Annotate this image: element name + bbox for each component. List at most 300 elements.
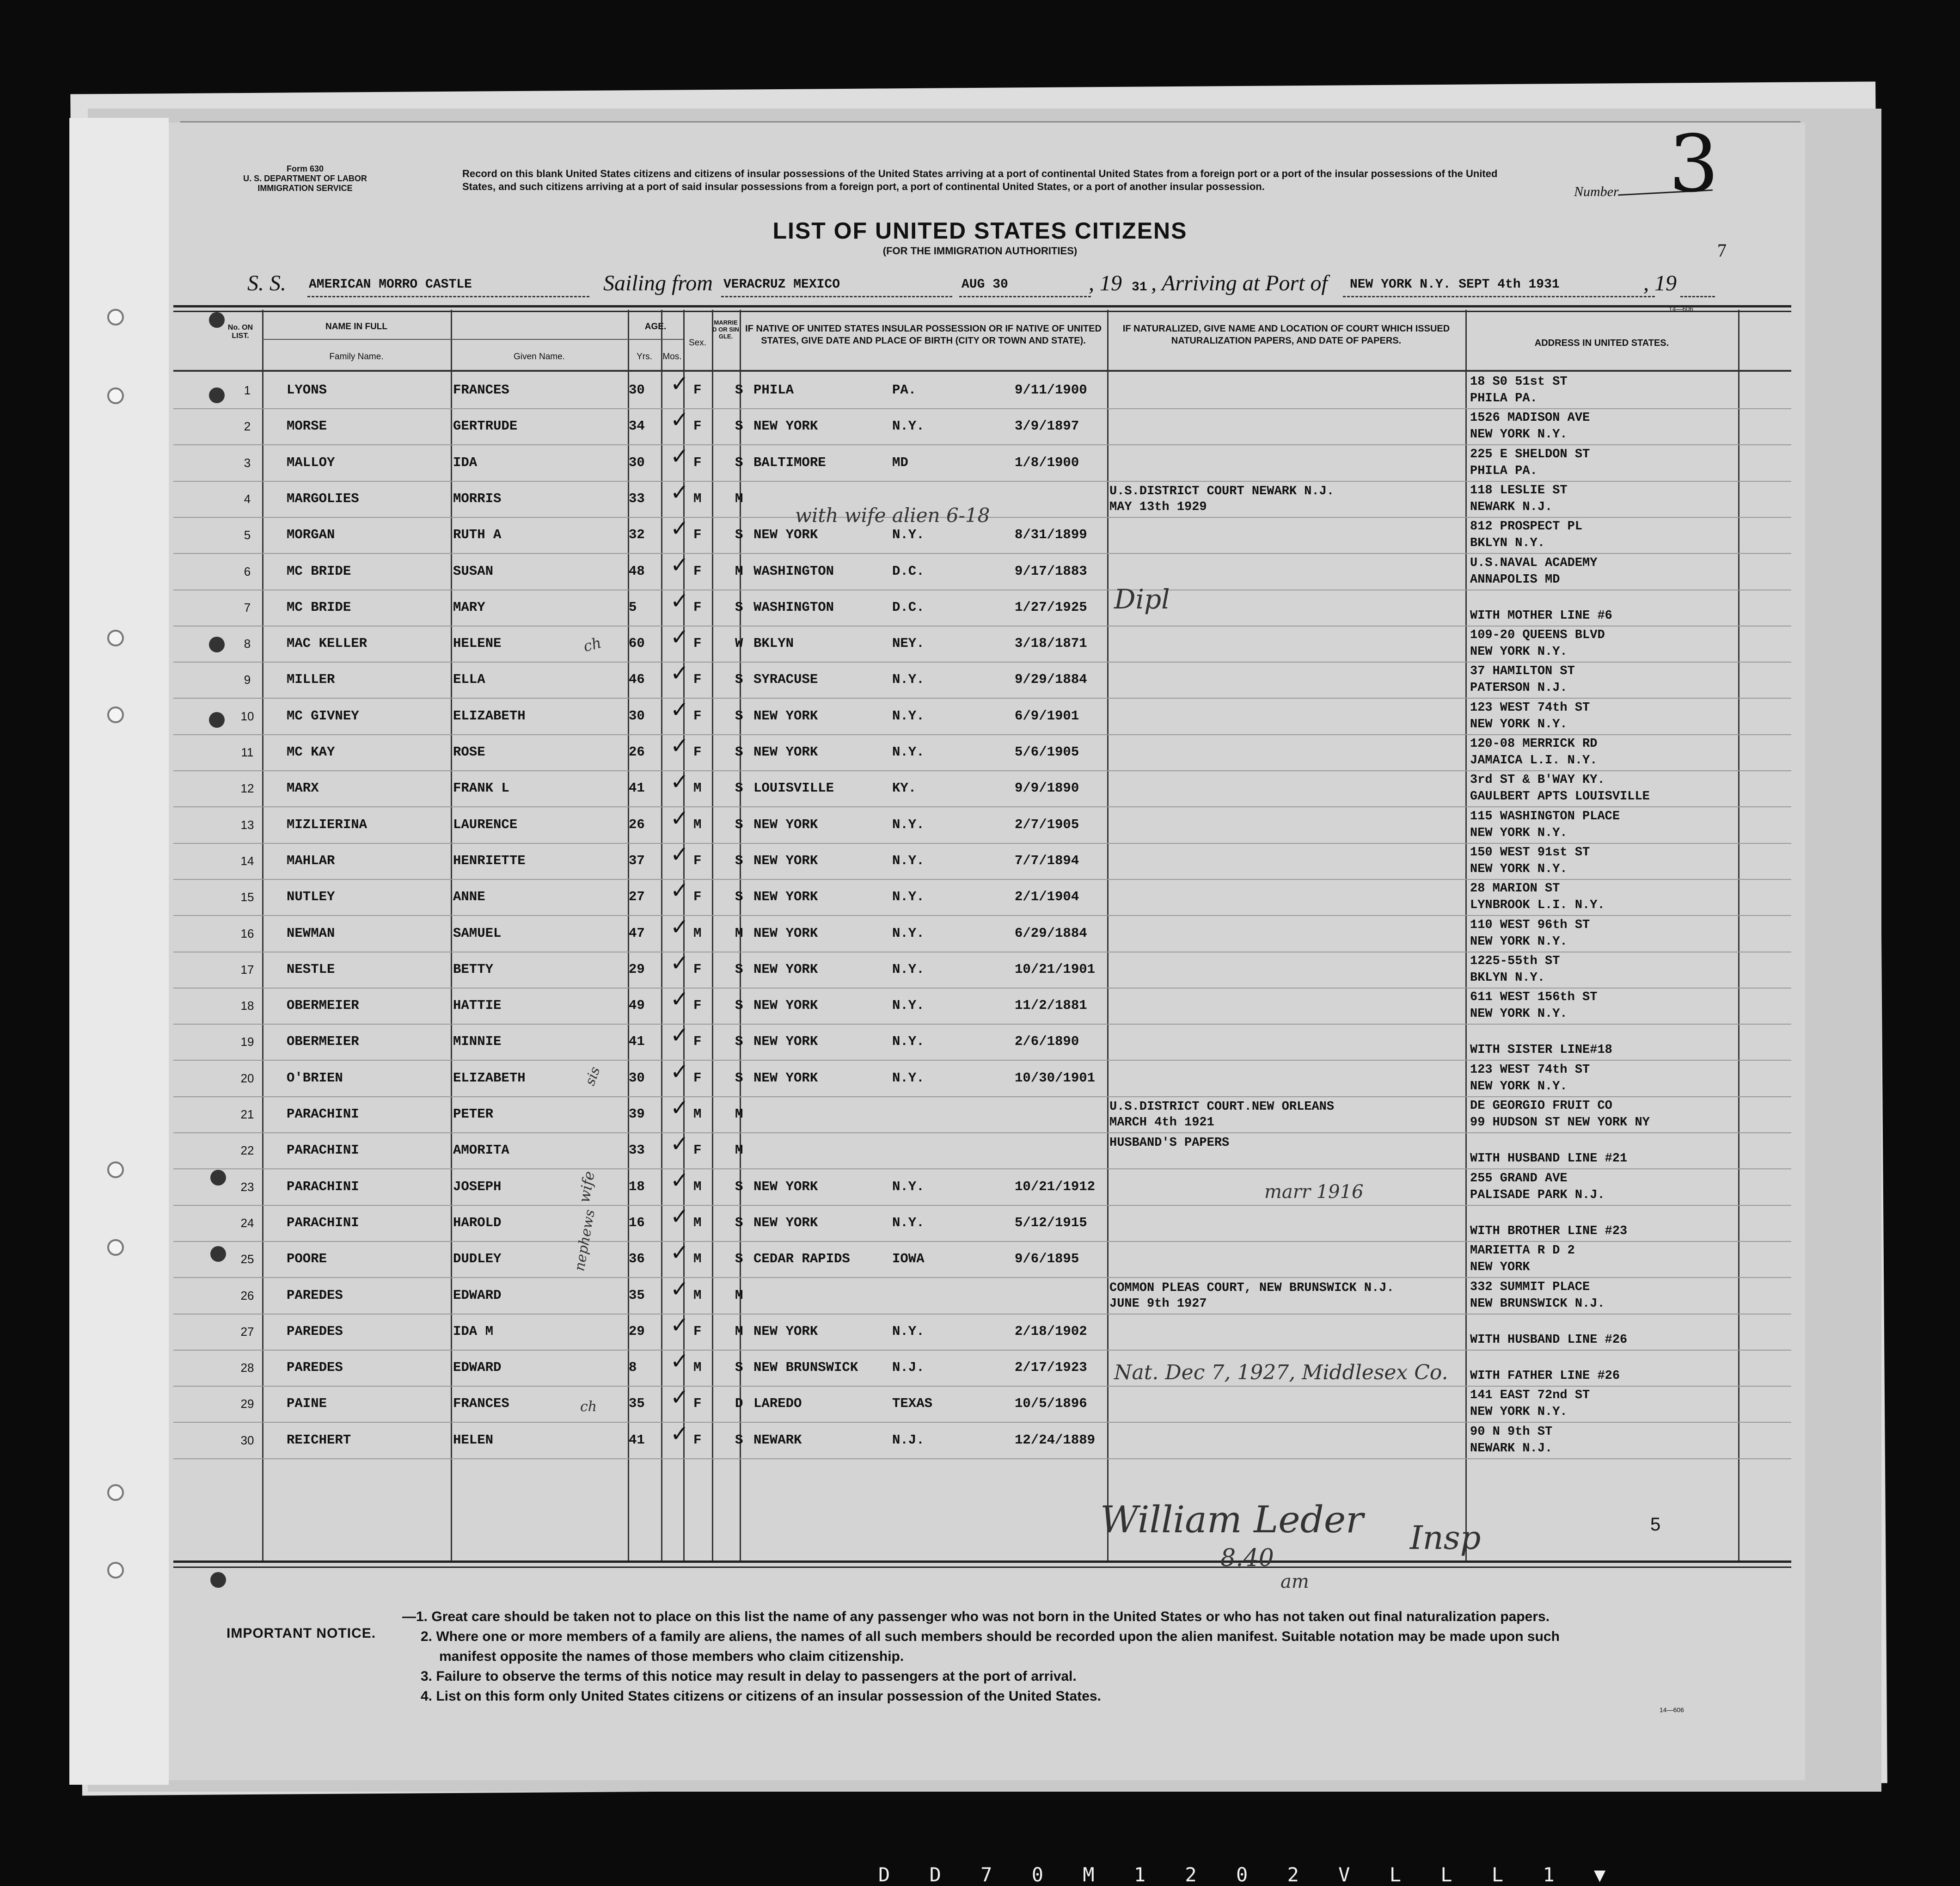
birth-date: 11/2/1881 [1015, 998, 1087, 1014]
family-name: O'BRIEN [287, 1070, 343, 1086]
table-row [173, 1024, 1791, 1061]
us-address: 109-20 QUEENS BLVD [1470, 628, 1605, 643]
family-name: PARACHINI [287, 1215, 359, 1230]
col-header-name: NAME IN FULL [325, 322, 388, 332]
line-number: 1 [244, 383, 251, 397]
birth-city: NEW YORK [753, 1070, 818, 1086]
age-years: 8 [629, 1360, 637, 1376]
given-name: RUTH A [453, 527, 502, 543]
given-name: AMORITA [453, 1143, 509, 1158]
sailing-from-label: Sailing from [603, 271, 713, 295]
birth-city: NEW YORK [753, 817, 818, 832]
check-mark-icon: ✓ [670, 1131, 689, 1157]
age-years: 33 [629, 1143, 645, 1158]
line-number: 3 [244, 455, 251, 470]
age-years: 36 [629, 1251, 645, 1267]
birth-city: NEWARK [753, 1432, 802, 1448]
birth-state: NEY. [892, 636, 925, 651]
line-number: 27 [240, 1324, 254, 1339]
given-name: SUSAN [453, 563, 494, 579]
departure-year: 31 [1132, 280, 1147, 295]
check-mark-icon: ✓ [670, 407, 689, 433]
line-number: 15 [240, 890, 254, 904]
birth-date: 6/29/1884 [1015, 925, 1087, 941]
check-mark-icon: ✓ [670, 733, 689, 759]
family-name: POORE [287, 1251, 327, 1267]
check-mark-icon: ✓ [670, 841, 689, 867]
ss-label: S. S. [247, 271, 286, 295]
marital-status: S [735, 599, 743, 615]
given-name: IDA M [453, 1323, 494, 1339]
table-row [173, 372, 1791, 409]
age-years: 30 [629, 455, 645, 470]
birth-state: D.C. [892, 563, 925, 579]
film-strip-code: D D 7 0 M 1 2 0 2 V L L L 1 ▼ [878, 1863, 1620, 1886]
family-name: MALLOY [287, 455, 335, 470]
sex: F [693, 382, 702, 398]
given-name: ELIZABETH [453, 708, 526, 724]
marital-status: W [735, 636, 743, 651]
age-years: 18 [629, 1179, 645, 1194]
table-row [173, 1205, 1791, 1242]
notice-item: 3. Failure to observe the terms of this notice may result in delay to passengers at the port of arrival. [421, 1669, 1077, 1684]
table-row [173, 734, 1791, 771]
birth-city: CEDAR RAPIDS [753, 1251, 850, 1267]
birth-state: N.Y. [892, 817, 925, 832]
signature-title: Insp [1410, 1519, 1481, 1557]
birth-date: 9/29/1884 [1015, 672, 1087, 688]
handwritten-side-note: ch [580, 1399, 597, 1415]
table-row [173, 1169, 1791, 1206]
marital-status: D [735, 1396, 743, 1412]
age-years: 33 [629, 491, 645, 506]
birth-city: NEW BRUNSWICK [753, 1360, 858, 1376]
marital-status: S [735, 382, 743, 398]
line-number: 4 [244, 491, 251, 506]
birth-city: SYRACUSE [753, 672, 818, 688]
birth-state: N.Y. [892, 1179, 925, 1194]
form-id [203, 164, 407, 193]
us-address: GAULBERT APTS LOUISVILLE [1470, 790, 1650, 804]
sex: F [693, 636, 702, 651]
number-value: 3 [1669, 118, 1719, 210]
page-subtitle: (FOR THE IMMIGRATION AUTHORITIES) [882, 245, 1078, 257]
given-name: SAMUEL [453, 925, 502, 941]
us-address: 118 LESLIE ST [1470, 483, 1568, 498]
sex: M [693, 780, 702, 796]
check-mark-icon: ✓ [670, 805, 689, 831]
line-number: 30 [240, 1433, 254, 1447]
marital-status: S [735, 455, 743, 470]
birth-date: 5/6/1905 [1015, 744, 1079, 760]
marital-status: S [735, 672, 743, 688]
birth-state: N.Y. [892, 853, 925, 868]
line-number: 5 [244, 528, 251, 542]
birth-date: 2/7/1905 [1015, 817, 1079, 832]
us-address: NEW YORK N.Y. [1470, 826, 1568, 840]
sex: F [693, 1432, 702, 1448]
us-address: LYNBROOK L.I. N.Y. [1470, 898, 1605, 913]
birth-state: N.Y. [892, 1323, 925, 1339]
birth-state: N.Y. [892, 744, 925, 760]
given-name: PETER [453, 1106, 494, 1122]
us-address: NEWARK N.J. [1470, 500, 1553, 514]
family-name: PARACHINI [287, 1179, 359, 1194]
age-years: 29 [629, 961, 645, 977]
birth-city: WASHINGTON [753, 563, 834, 579]
birth-date: 9/6/1895 [1015, 1251, 1079, 1267]
marital-status: S [735, 418, 743, 434]
us-address: NEW YORK N.Y. [1470, 1007, 1568, 1021]
inspector-signature: William Leder [1100, 1498, 1364, 1541]
form-service: IMMIGRATION SERVICE [257, 184, 353, 193]
birth-state: N.Y. [892, 1070, 925, 1086]
family-name: MC BRIDE [287, 563, 351, 579]
given-name: HAROLD [453, 1215, 502, 1230]
marital-status: S [735, 527, 743, 543]
check-mark-icon: ✓ [670, 914, 689, 940]
check-mark-icon: ✓ [670, 588, 689, 614]
marital-status: S [735, 780, 743, 796]
col-header-married: MARRIED OR SINGLE. [712, 319, 739, 340]
birth-date: 9/9/1890 [1015, 780, 1079, 796]
naturalization-info: MARCH 4th 1921 [1109, 1116, 1214, 1130]
sex: M [693, 1179, 702, 1194]
grid-bottom-rule [173, 1567, 1791, 1568]
line-number: 26 [240, 1288, 254, 1302]
us-address: MARIETTA R D 2 [1470, 1244, 1575, 1258]
check-mark-icon: ✓ [670, 552, 689, 578]
sex: F [693, 961, 702, 977]
age-years: 34 [629, 418, 645, 434]
birth-city: NEW YORK [753, 889, 818, 905]
check-mark-icon: ✓ [670, 1240, 689, 1266]
family-name: MIZLIERINA [287, 817, 368, 832]
age-years: 47 [629, 925, 645, 941]
print-code: 14—606 [1660, 1706, 1684, 1714]
us-address: 115 WASHINGTON PLACE [1470, 809, 1620, 823]
us-address: JAMAICA L.I. N.Y. [1470, 754, 1598, 768]
line-number: 10 [240, 709, 254, 723]
line-number: 7 [244, 600, 251, 614]
us-address: 110 WEST 96th ST [1470, 918, 1590, 932]
line-number: 8 [244, 637, 251, 651]
sex: F [693, 1034, 702, 1050]
sex: F [693, 998, 702, 1014]
us-address: PHILA PA. [1470, 392, 1537, 405]
family-name: PAREDES [287, 1323, 343, 1339]
given-name: FRANK L [453, 780, 509, 796]
sex: M [693, 1287, 702, 1303]
us-address: NEWARK N.J. [1470, 1441, 1553, 1456]
line-number: 19 [240, 1035, 254, 1049]
family-name: MC GIVNEY [287, 708, 359, 724]
marital-status: M [735, 563, 743, 579]
marital-status: S [735, 1251, 743, 1267]
given-name: EDWARD [453, 1287, 502, 1303]
line-number: 20 [240, 1071, 254, 1085]
us-address: 1225-55th ST [1470, 954, 1560, 968]
us-address: 3rd ST & B'WAY KY. [1470, 773, 1605, 787]
check-mark-icon: ✓ [670, 1095, 689, 1121]
us-address: 120-08 MERRICK RD [1470, 737, 1598, 751]
family-name: PAREDES [287, 1287, 343, 1303]
age-years: 41 [629, 780, 645, 796]
marital-status: S [735, 1179, 743, 1194]
birth-state: N.J. [892, 1360, 925, 1376]
check-mark-icon: ✓ [670, 371, 689, 397]
us-address: 123 WEST 74th ST [1470, 700, 1590, 715]
age-years: 30 [629, 1070, 645, 1086]
us-address: WITH BROTHER LINE #23 [1470, 1224, 1628, 1238]
family-name: NEWMAN [287, 925, 335, 941]
birth-state: N.Y. [892, 961, 925, 977]
marital-status: S [735, 1432, 743, 1448]
family-name: MAHLAR [287, 853, 335, 868]
birth-state: N.J. [892, 1432, 925, 1448]
birth-city: NEW YORK [753, 418, 818, 434]
line-number: 6 [244, 564, 251, 578]
header-bottom-rule [173, 370, 1791, 372]
us-address: NEW YORK N.Y. [1470, 428, 1568, 442]
table-row [173, 879, 1791, 916]
check-mark-icon: ✓ [670, 1420, 689, 1447]
check-mark-icon: ✓ [670, 769, 689, 795]
table-row [173, 553, 1791, 590]
us-address: 18 S0 51st ST [1470, 375, 1568, 389]
form-department: U. S. DEPARTMENT OF LABOR [243, 174, 367, 183]
marital-status: S [735, 853, 743, 868]
birth-state: MD [892, 455, 908, 470]
age-years: 35 [629, 1287, 645, 1303]
age-years: 46 [629, 672, 645, 688]
sex: F [693, 455, 702, 470]
birth-state: KY. [892, 780, 917, 796]
marital-status: M [735, 1287, 743, 1303]
handwritten-side-note: nephews [571, 1208, 599, 1272]
print-code: 14—606 [1669, 305, 1693, 313]
us-address: 225 E SHELDON ST [1470, 447, 1590, 461]
table-row [173, 1278, 1791, 1315]
check-mark-icon: ✓ [670, 696, 689, 723]
sex: M [693, 1251, 702, 1267]
age-years: 27 [629, 889, 645, 905]
notice-item: 4. List on this form only United States citizens or citizens of an insular possession of the United States. [421, 1689, 1101, 1704]
us-address: 37 HAMILTON ST [1470, 664, 1575, 679]
given-name: ROSE [453, 744, 485, 760]
family-name: MORGAN [287, 527, 335, 543]
given-name: LAURENCE [453, 817, 518, 832]
punch-hole [107, 1484, 124, 1501]
line-number: 16 [240, 926, 254, 940]
given-name: DUDLEY [453, 1251, 502, 1267]
given-name: EDWARD [453, 1360, 502, 1376]
birth-date: 10/5/1896 [1015, 1396, 1087, 1412]
handwritten-side-note: wife [575, 1170, 598, 1204]
us-address: PHILA PA. [1470, 464, 1537, 478]
family-name: PARACHINI [287, 1143, 359, 1158]
table-row [173, 1314, 1791, 1351]
sex: F [693, 418, 702, 434]
birth-date: 8/31/1899 [1015, 527, 1087, 543]
col-header-family: Family Name. [329, 352, 384, 362]
notice-items [402, 1607, 1761, 1706]
birth-city: LAREDO [753, 1396, 802, 1412]
departure-port: VERACRUZ MEXICO [723, 277, 840, 292]
line-number: 18 [240, 999, 254, 1013]
age-years: 16 [629, 1215, 645, 1230]
line-number: 17 [240, 962, 254, 977]
given-name: MORRIS [453, 491, 502, 506]
birth-state: N.Y. [892, 998, 925, 1014]
birth-state: PA. [892, 382, 917, 398]
marital-status: S [735, 1034, 743, 1050]
check-mark-icon: ✓ [670, 878, 689, 904]
marital-status: S [735, 744, 743, 760]
col-header-age: AGE. [644, 322, 667, 332]
birth-date: 10/21/1901 [1015, 961, 1096, 977]
table-row [173, 1241, 1791, 1278]
sex: M [693, 817, 702, 832]
corner-mark: 7 [1717, 240, 1727, 261]
us-address: NEW YORK N.Y. [1470, 1079, 1568, 1094]
check-mark-icon: ✓ [670, 1348, 689, 1375]
col-header-given: Given Name. [514, 352, 565, 362]
given-name: HELEN [453, 1432, 494, 1448]
birth-state: N.Y. [892, 1034, 925, 1050]
check-mark-icon: ✓ [670, 1384, 689, 1411]
family-name: MARGOLIES [287, 491, 359, 506]
check-mark-icon: ✓ [670, 660, 689, 687]
birth-state: N.Y. [892, 889, 925, 905]
family-name: MC BRIDE [287, 599, 351, 615]
us-address: U.S.NAVAL ACADEMY [1470, 556, 1598, 570]
punch-hole [107, 1562, 124, 1579]
sex: F [693, 599, 702, 615]
check-mark-icon: ✓ [670, 443, 689, 469]
birth-date: 3/18/1871 [1015, 636, 1087, 651]
sex: M [693, 1106, 702, 1122]
birth-state: IOWA [892, 1251, 925, 1267]
birth-date: 12/24/1889 [1015, 1432, 1096, 1448]
table-row [173, 408, 1791, 445]
table-row [173, 988, 1791, 1025]
notice-item: 2. Where one or more members of a family are aliens, the names of all such members should be recorded upon the alien manifest. Suitable notation may be made upon such [421, 1629, 1560, 1644]
grid-top-rule [173, 305, 1791, 307]
underline [959, 296, 1091, 297]
us-address: 150 WEST 91st ST [1470, 845, 1590, 860]
sex: M [693, 491, 702, 506]
col-header-sex: Sex. [688, 338, 707, 348]
check-mark-icon: ✓ [670, 1276, 689, 1302]
family-name: OBERMEIER [287, 998, 359, 1014]
sex: F [693, 1143, 702, 1158]
naturalization-info: U.S.DISTRICT COURT.NEW ORLEANS [1109, 1100, 1335, 1114]
line-number: 2 [244, 419, 251, 434]
form-number: Form 630 [286, 164, 324, 173]
naturalization-info: COMMON PLEAS COURT, NEW BRUNSWICK N.J. [1109, 1281, 1394, 1295]
birth-city: NEW YORK [753, 1215, 818, 1230]
family-name: REICHERT [287, 1432, 351, 1448]
punch-hole [107, 1161, 124, 1178]
check-mark-icon: ✓ [670, 1203, 689, 1229]
handwritten-note: Dipl [1114, 584, 1170, 615]
age-years: 48 [629, 563, 645, 579]
handwritten-side-note: sis [582, 1064, 604, 1088]
page-title: LIST OF UNITED STATES CITIZENS [772, 218, 1188, 244]
sex: M [693, 925, 702, 941]
birth-date: 2/18/1902 [1015, 1323, 1087, 1339]
sex: F [693, 672, 702, 688]
us-address: ANNAPOLIS MD [1470, 572, 1560, 587]
col-header-yrs: Yrs. [637, 352, 652, 362]
naturalization-info: U.S.DISTRICT COURT NEWARK N.J. [1109, 484, 1335, 498]
age-years: 29 [629, 1323, 645, 1339]
us-address: BKLYN N.Y. [1470, 536, 1545, 551]
birth-city: NEW YORK [753, 1323, 818, 1339]
us-address: 123 WEST 74th ST [1470, 1063, 1590, 1077]
birth-state: TEXAS [892, 1396, 933, 1412]
us-address: NEW YORK N.Y. [1470, 1405, 1568, 1419]
sex: F [693, 744, 702, 760]
age-years: 5 [629, 599, 637, 615]
table-row [173, 1132, 1791, 1169]
handwritten-side-note: ch [581, 633, 603, 656]
age-years: 30 [629, 382, 645, 398]
naturalization-info: HUSBAND'S PAPERS [1109, 1136, 1230, 1150]
birth-date: 7/7/1894 [1015, 853, 1079, 868]
birth-city: NEW YORK [753, 708, 818, 724]
family-name: MILLER [287, 672, 335, 688]
check-mark-icon: ✓ [670, 516, 689, 542]
sex: F [693, 853, 702, 868]
line-number: 21 [240, 1107, 254, 1121]
birth-city: WASHINGTON [753, 599, 834, 615]
family-name: MC KAY [287, 744, 335, 760]
birth-city: PHILA [753, 382, 794, 398]
table-row [173, 843, 1791, 880]
notice-item: —1. Great care should be taken not to place on this list the name of any passenger who was not born in the United States or who has not taken out final naturalization papers. [402, 1609, 1550, 1624]
us-address: 611 WEST 156th ST [1470, 990, 1598, 1005]
birth-city: NEW YORK [753, 1179, 818, 1194]
marital-status: S [735, 1360, 743, 1376]
sex: F [693, 889, 702, 905]
table-row [173, 807, 1791, 844]
marital-status: M [735, 1323, 743, 1339]
year-prefix-2: , 19 [1643, 271, 1677, 295]
age-years: 49 [629, 998, 645, 1014]
table-row [173, 1060, 1791, 1097]
family-name: OBERMEIER [287, 1034, 359, 1050]
page-top-edge [180, 121, 1801, 123]
grid-top-rule [173, 311, 1791, 312]
family-name: PAREDES [287, 1360, 343, 1376]
us-address: WITH HUSBAND LINE #26 [1470, 1333, 1628, 1347]
given-name: MARY [453, 599, 485, 615]
table-row [173, 445, 1791, 482]
line-number: 12 [240, 781, 254, 796]
birth-city: NEW YORK [753, 853, 818, 868]
given-name: HATTIE [453, 998, 502, 1014]
birth-city: LOUISVILLE [753, 780, 834, 796]
marital-status: S [735, 889, 743, 905]
underline [307, 296, 589, 297]
instructions: Record on this blank United States citizens and citizens of insular possessions of the United States arriving at a port of continental United States from a foreign port or a port of the insular possessions of the United States, and such citizens arriving at a port of said insular possessions from a foreign port, a port of continental United States, or a port of another insular possession. [462, 168, 1498, 192]
birth-date: 9/11/1900 [1015, 382, 1087, 398]
ship-name: AMERICAN MORRO CASTLE [309, 277, 472, 292]
table-row [173, 590, 1791, 627]
col-header-no: No. ON LIST. [227, 324, 253, 340]
